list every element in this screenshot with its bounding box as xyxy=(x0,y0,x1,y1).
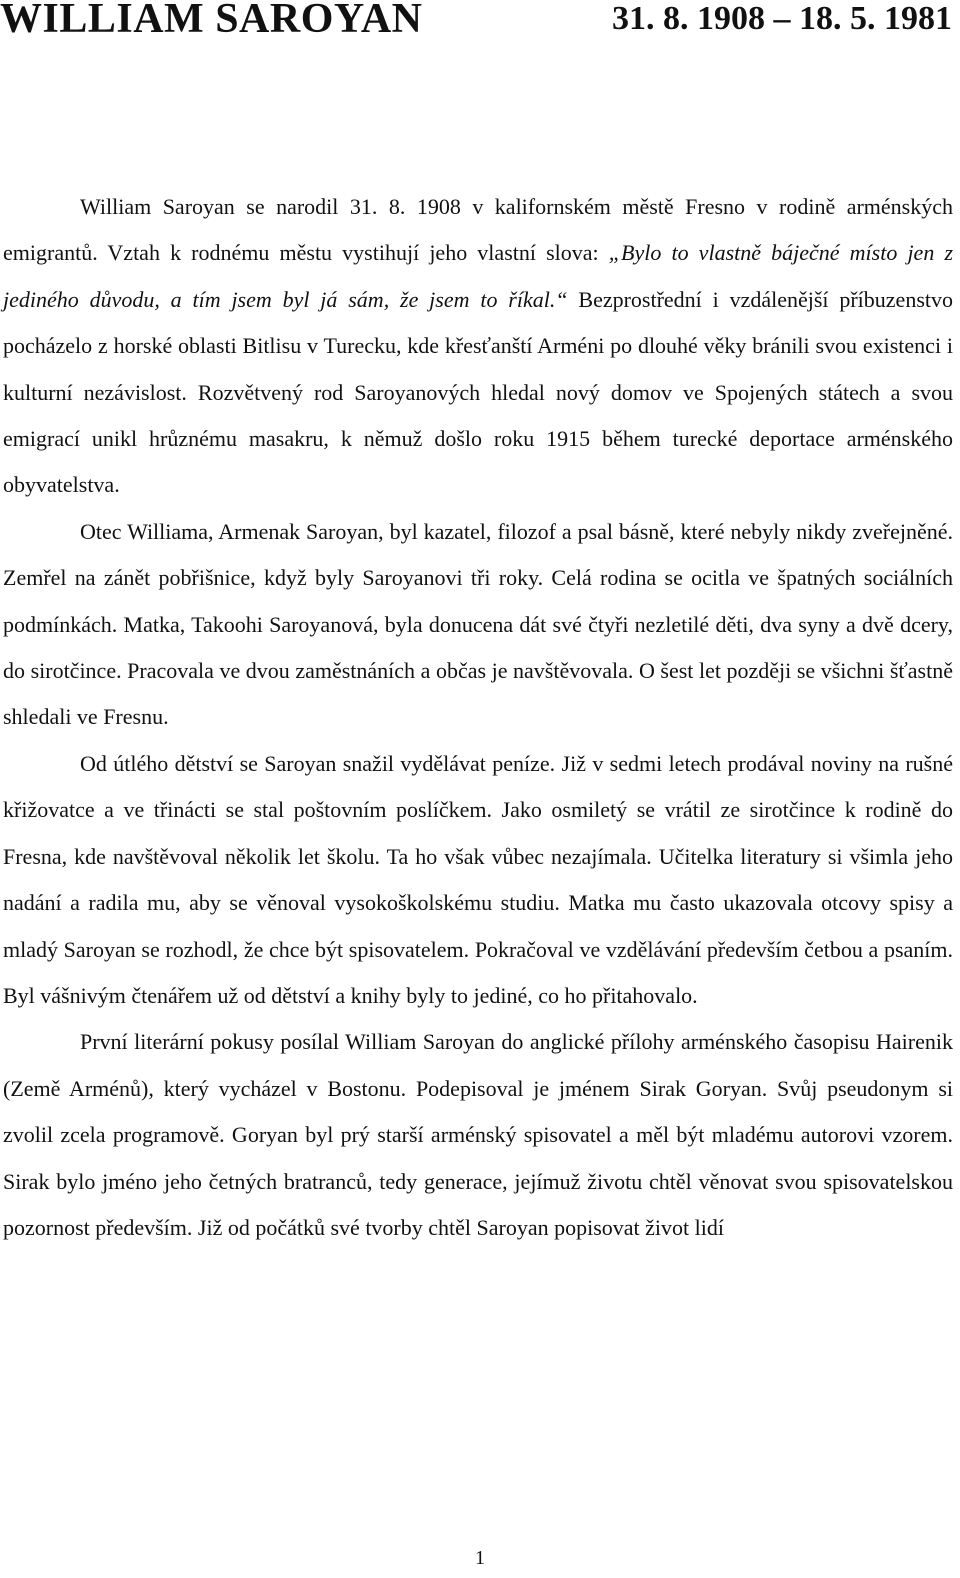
paragraph-text: William Saroyan se narodil 31. 8. 1908 v kalifornském městě Fresno v rodině arménských emigrantů. Vztah k rodnému městu vystihují jeho vlastní slova: xyxy=(3,194,953,266)
document-body xyxy=(3,184,953,1251)
page-header xyxy=(0,0,960,47)
paragraph-father: Otec Williama, Armenak Saroyan, byl kazatel, filozof a psal básně, které nebyly nikdy zveřejněné. Zemřel na zánět pobřišnice, když byly Saroyanovi tři roky. Celá rodina se ocitla ve špatných sociálních podmínkách. Matka, Takoohi Saroyanová, byla donucena dát své čtyři nezletilé děti, dva syny a dvě dcery, do sirotčince. Pracovala ve dvou zaměstnáních a občas je navštěvovala. O šest let později se všichni šťastně shledali ve Fresnu. xyxy=(3,518,953,730)
saroyan-quote: „Bylo to vlastně báječné místo jen z jediného důvodu, a tím jsem byl já sám, že jsem to říkal.“ xyxy=(3,240,954,312)
paragraph-birth xyxy=(3,184,953,509)
paragraph-childhood: Od útlého dětství se Saroyan snažil vydělávat peníze. Již v sedmi letech prodával noviny na rušné křižovatce a ve třinácti se stal poštovním poslíčkem. Jako osmiletý se vrátil ze sirotčince k rodině do Fresna, kde navštěvoval několik let školu. Ta ho však vůbec nezajímala. Učitelka literatury si všimla jeho nadání a radila mu, aby se věnoval vysokoškolskému studiu. Matka mu často ukazovala otcovy spisy a mladý Saroyan se rozhodl, že chce být spisovatelem. Pokračoval ve vzdělávání především četbou a psaním. Byl vášnivým čtenářem už od dětství a knihy byly to jediné, co ho přitahovalo. xyxy=(3,750,953,1008)
paragraph-first-works: První literární pokusy posílal William Saroyan do anglické přílohy arménského časopisu Hairenik (Země Arménů), který vycházel v Bostonu. Podepisoval je jménem Sirak Goryan. Svůj pseudonym si zvolil zcela programově. Goryan byl prý starší arménský spisovatel a měl být mladému autorovi vzorem. Sirak bylo jméno jeho četných bratranců, tedy generace, jejímuž životu chtěl věnovat svou spisovatelskou pozornost především. Již od počátků své tvorby chtěl Saroyan popisovat život lidí xyxy=(3,1029,953,1240)
page-number: 1 xyxy=(475,1547,485,1569)
paragraph-text: Bezprostřední i vzdálenější příbuzenstvo pocházelo z horské oblasti Bitlisu v Turecku, kde křesťanští Arméni po dlouhé věky bránili svou existenci i kulturní nezávislost. Rozvětvený rod Saroyanových hledal nový domov ve Spojených státech a svou emigrací unikl hrůznému masakru, k němuž došlo roku 1915 během turecké deportace arménského obyvatelstva. xyxy=(3,286,953,498)
author-life-dates: 31. 8. 1908 – 18. 5. 1981 xyxy=(612,0,952,37)
author-name-title: WILLIAM SAROYAN xyxy=(0,0,423,42)
